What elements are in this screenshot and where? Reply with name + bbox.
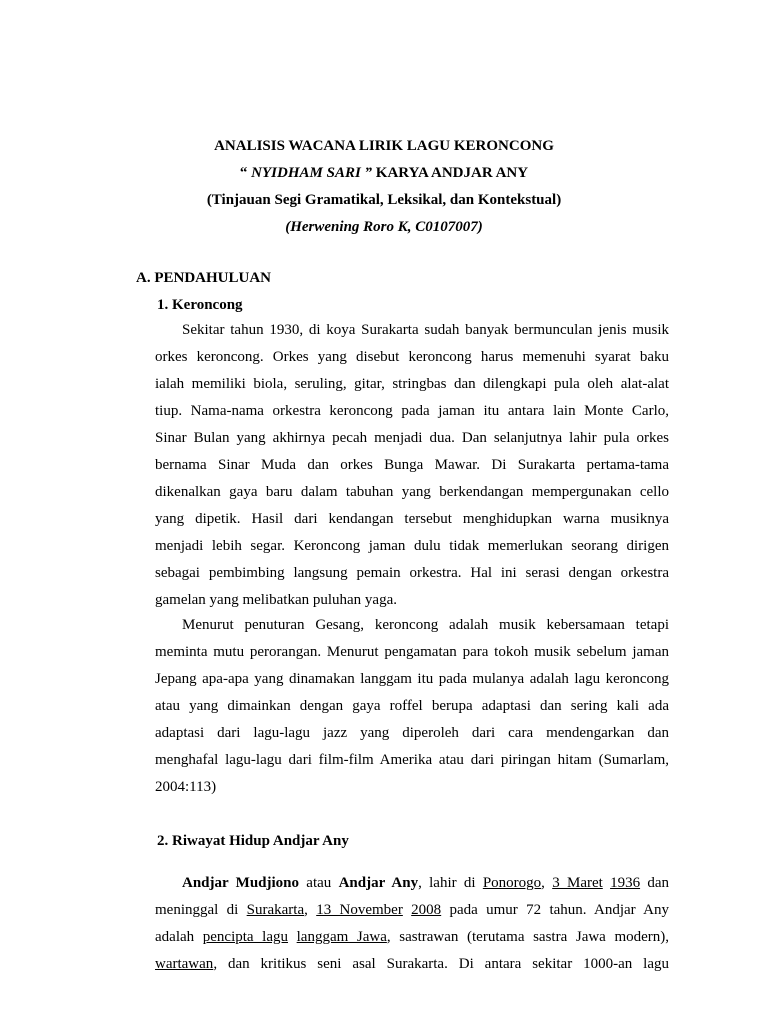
link-1936[interactable]: 1936	[610, 875, 641, 891]
paragraph-line: gamelan yang melibatkan puluhan yaga.	[155, 592, 397, 608]
paragraph-line: menghafal lagu-lagu dari film-film Amerika atau dari piringan hitam (Sumarlam,	[155, 752, 669, 768]
text-run: meninggal di	[155, 902, 247, 918]
paragraph-line: menjadi lebih segar. Keroncong jaman dulu tidak memerlukan seorang dirigen	[155, 538, 669, 554]
title-quote-open: “	[239, 165, 252, 181]
text-run: , lahir di	[418, 875, 483, 891]
paragraph-line: dikenalkan gaya baru dalam tabuhan yang berkendangan mempergunakan cello	[155, 484, 669, 500]
link-ponorogo[interactable]: Ponorogo	[482, 875, 542, 891]
paragraph-line: Jepang apa-apa yang dinamakan langgam itu pada mulanya adalah lagu keroncong	[155, 671, 669, 687]
paragraph-line: 2004:113)	[155, 779, 217, 795]
paragraph-line: atau yang dimainkan dengan gaya roffel berupa adaptasi dan sering kali ada	[155, 698, 669, 714]
paragraph-line	[155, 870, 669, 897]
text-run: adalah	[155, 929, 203, 945]
author-line: (Herwening Roro K, C0107007)	[285, 219, 483, 235]
paragraph-3	[155, 870, 669, 978]
paragraph-line: Sekitar tahun 1930, di koya Surakarta sudah banyak bermunculan jenis musik	[182, 322, 669, 338]
paragraph-line: tiup. Nama-nama orkestra keroncong pada jaman itu antara lain Monte Carlo,	[155, 403, 669, 419]
title-line-1: ANALISIS WACANA LIRIK LAGU KERONCONG	[214, 138, 554, 154]
person-alias: Andjar Any	[338, 875, 419, 891]
subsection-heading-1: 1. Keroncong	[157, 297, 243, 313]
section-heading-a: A. PENDAHULUAN	[136, 270, 271, 286]
link-2008[interactable]: 2008	[411, 902, 442, 918]
text-run: ,	[304, 902, 317, 918]
title-line-2	[0, 160, 768, 187]
link-3-maret[interactable]: 3 Maret	[552, 875, 603, 891]
text-run: dan	[640, 875, 670, 891]
song-title: NYIDHAM SARI ”	[251, 165, 373, 181]
paragraph-line: adaptasi dari lagu-lagu jazz yang diperoleh dari cara mendengarkan dan	[155, 725, 669, 741]
paragraph-line	[155, 951, 669, 978]
title-line-3: (Tinjauan Segi Gramatikal, Leksikal, dan Kontekstual)	[206, 192, 562, 208]
paragraph-line: sebagai pembimbing langsung pemain orkestra. Hal ini serasi dengan orkestra	[155, 565, 669, 581]
paragraph-line	[155, 897, 669, 924]
paragraph-line: orkes keroncong. Orkes yang disebut keroncong harus memenuhi syarat baku	[155, 349, 669, 365]
paragraph-line: meminta mutu perorangan. Menurut pengamatan para tokoh musik sebelum jaman	[155, 644, 669, 660]
text-run: pada umur 72 tahun. Andjar Any	[441, 902, 669, 918]
paragraph-line	[155, 924, 669, 951]
subsection-heading-2: 2. Riwayat Hidup Andjar Any	[157, 833, 349, 849]
text-run: , dan kritikus seni asal Surakarta. Di antara sekitar 1000-an lagu	[213, 956, 669, 972]
document-title	[0, 133, 768, 241]
paragraph-1	[155, 317, 669, 614]
paragraph-line: bernama Sinar Muda dan orkes Bunga Mawar. Di Surakarta pertama-tama	[155, 457, 669, 473]
paragraph-line: Menurut penuturan Gesang, keroncong adalah musik kebersamaan tetapi	[182, 617, 669, 633]
text-run	[403, 902, 411, 918]
text-run: ,	[541, 875, 553, 891]
link-langgam-jawa[interactable]: langgam Jawa	[296, 929, 387, 945]
text-run: , sastrawan (terutama sastra Jawa modern),	[386, 929, 670, 945]
text-run	[288, 929, 297, 945]
paragraph-2	[155, 612, 669, 801]
link-wartawan[interactable]: wartawan	[155, 956, 214, 972]
text-run	[603, 875, 610, 891]
text-run: atau	[299, 875, 339, 891]
paragraph-line: yang dipetik. Hasil dari kendangan tersebut menghidupkan warna musiknya	[155, 511, 669, 527]
person-name: Andjar Mudjiono	[182, 875, 300, 891]
link-surakarta[interactable]: Surakarta	[246, 902, 305, 918]
paragraph-line: ialah memiliki biola, seruling, gitar, stringbas dan dilengkapi pula oleh alat-alat	[155, 376, 669, 392]
title-author: KARYA ANDJAR ANY	[372, 165, 529, 181]
paragraph-line: Sinar Bulan yang akhirnya pecah menjadi dua. Dan selanjutnya lahir pula orkes	[155, 430, 669, 446]
link-pencipta-lagu[interactable]: pencipta lagu	[202, 929, 289, 945]
link-13-november[interactable]: 13 November	[316, 902, 403, 918]
